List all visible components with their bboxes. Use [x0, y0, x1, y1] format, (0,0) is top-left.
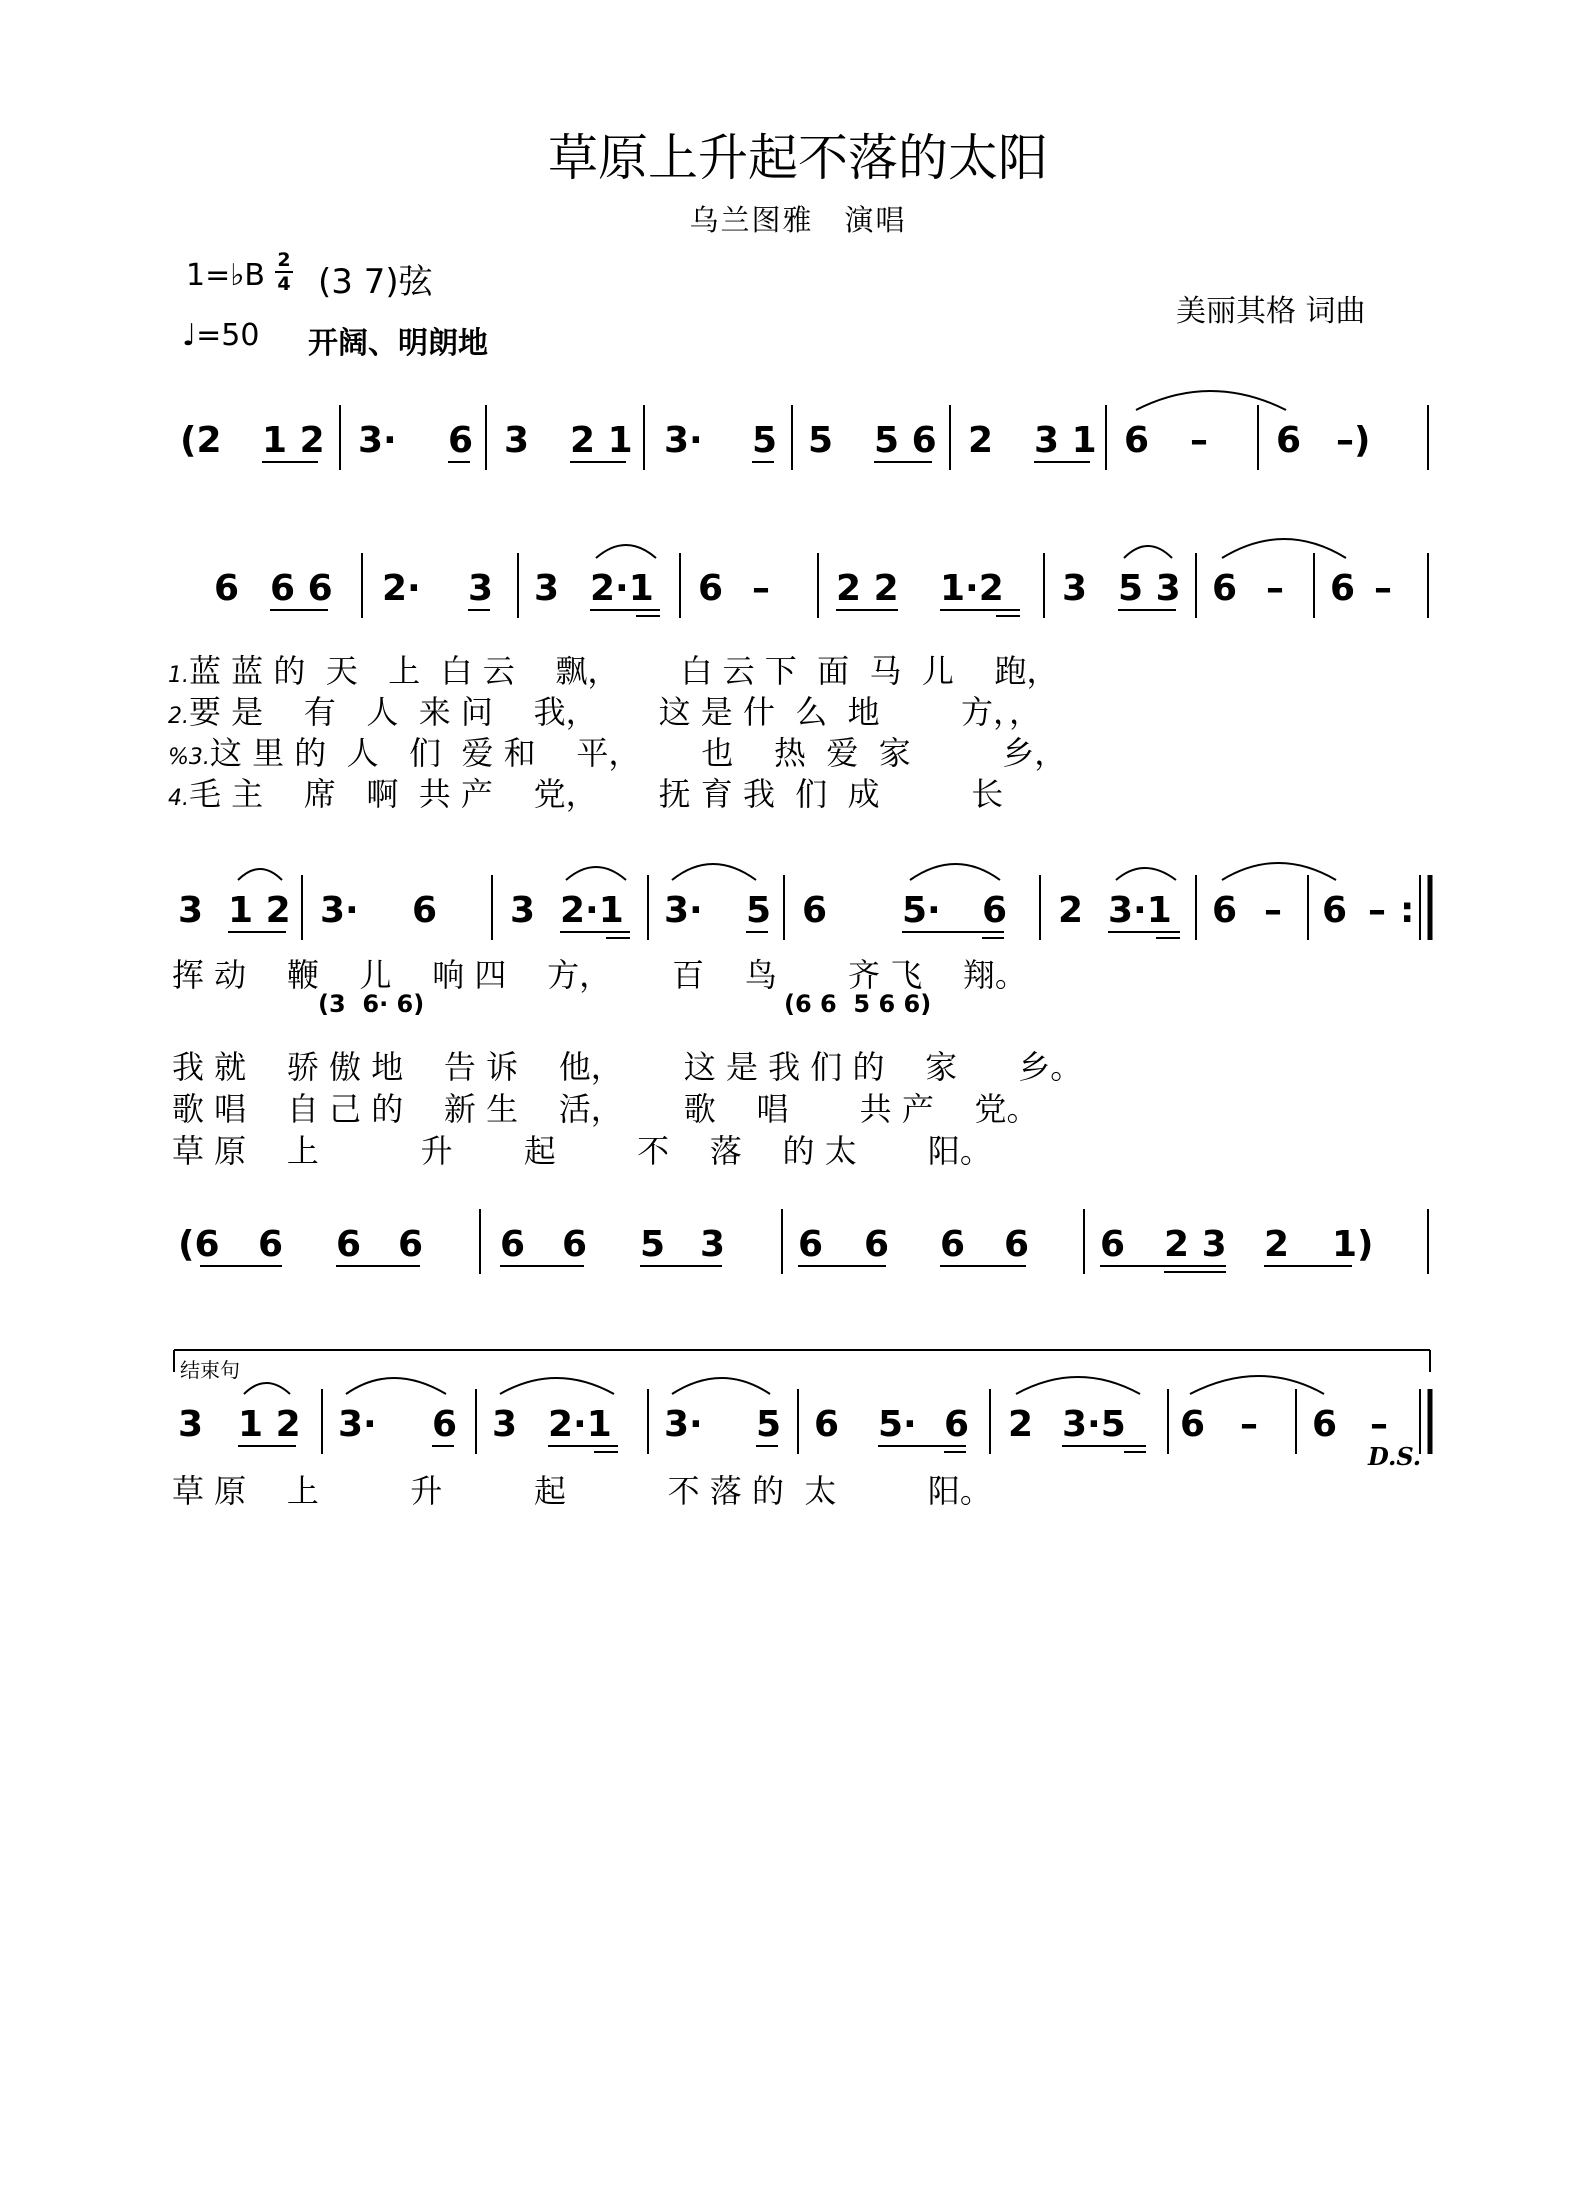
svg-text:2·1: 2·1	[560, 890, 624, 931]
svg-text:6: 6	[1212, 890, 1238, 931]
svg-text:–: –	[1266, 568, 1284, 609]
svg-text:6: 6	[1212, 568, 1238, 609]
alt-notes-left: (3 6· 6)	[318, 990, 425, 1018]
verse-4	[168, 769, 1066, 813]
svg-text:2·1: 2·1	[590, 568, 654, 609]
svg-text:–): –)	[1336, 420, 1371, 461]
score-line-3	[178, 863, 1430, 940]
svg-text:1·2: 1·2	[940, 568, 1004, 609]
ds-mark: D.S.	[1368, 1442, 1422, 1471]
verse-text: 蓝 蓝 的 天 上 白 云 飘， 白 云 下 面 马 儿 跑，	[189, 652, 1059, 690]
svg-text:6: 6	[412, 890, 438, 931]
svg-text::: :	[1400, 890, 1415, 931]
svg-text:5: 5	[746, 890, 772, 931]
svg-text:5·: 5·	[878, 1404, 917, 1445]
score-line-1	[180, 391, 1428, 470]
svg-text:3 1: 3 1	[1034, 420, 1097, 461]
tempo-mark: ♩=50	[182, 318, 260, 353]
svg-text:6: 6	[1330, 568, 1356, 609]
svg-text:3: 3	[504, 420, 530, 461]
score-line-5	[178, 1376, 1430, 1454]
svg-text:(2: (2	[180, 420, 222, 461]
svg-text:1 2: 1 2	[262, 420, 325, 461]
svg-text:6: 6	[814, 1404, 840, 1445]
svg-text:5: 5	[756, 1404, 782, 1445]
svg-text:5·: 5·	[902, 890, 941, 931]
svg-text:3·: 3·	[358, 420, 397, 461]
svg-text:6: 6	[1124, 420, 1150, 461]
verse-b-2: 我 就 骄 傲 地 告 诉 他， 这 是 我 们 的 家 乡。	[172, 1048, 1083, 1086]
svg-text:(6: (6	[178, 1224, 220, 1265]
svg-text:–: –	[1368, 890, 1386, 931]
performer-line: 乌兰图雅 演唱	[689, 203, 907, 237]
svg-text:5 6: 5 6	[874, 420, 937, 461]
verse-text: 毛 主 席 啊 共 产 党， 抚 育 我 们 成 长	[189, 775, 1004, 813]
svg-text:–: –	[1374, 568, 1392, 609]
svg-text:6: 6	[1322, 890, 1348, 931]
svg-text:6: 6	[698, 568, 724, 609]
svg-text:5: 5	[640, 1224, 666, 1265]
svg-text:3: 3	[178, 1404, 204, 1445]
verse-number: 2.	[168, 704, 189, 729]
svg-text:6: 6	[1180, 1404, 1206, 1445]
svg-text:6: 6	[214, 568, 240, 609]
key-text: 1=♭B	[186, 258, 265, 293]
svg-text:3: 3	[492, 1404, 518, 1445]
alt-notes-right: (6 6 5 6 6)	[784, 990, 932, 1018]
svg-text:–: –	[752, 568, 770, 609]
verse-number: 4.	[168, 786, 189, 811]
svg-text:3: 3	[178, 890, 204, 931]
svg-text:3·1: 3·1	[1108, 890, 1172, 931]
verses-block-a	[168, 646, 1067, 813]
score-line-4	[178, 1209, 1428, 1274]
svg-text:1 2: 1 2	[238, 1404, 301, 1445]
composer-credit: 美丽其格 词曲	[1176, 294, 1366, 329]
song-title: 草原上升起不落的太阳	[548, 129, 1048, 187]
svg-text:2: 2	[1058, 890, 1084, 931]
time-numerator: 2	[277, 249, 291, 271]
svg-text:5 3: 5 3	[1118, 568, 1181, 609]
verse-3	[168, 728, 1067, 772]
svg-text:6: 6	[802, 890, 828, 931]
svg-text:3·: 3·	[320, 890, 359, 931]
svg-text:5: 5	[752, 420, 778, 461]
svg-text:2 3: 2 3	[1164, 1224, 1227, 1265]
svg-text:2 2: 2 2	[836, 568, 899, 609]
svg-text:1 2: 1 2	[228, 890, 291, 931]
svg-text:6: 6	[500, 1224, 526, 1265]
svg-text:6: 6	[798, 1224, 824, 1265]
svg-text:3: 3	[534, 568, 560, 609]
time-denominator: 4	[277, 273, 291, 295]
verse-number: 1.	[168, 663, 189, 688]
svg-text:6: 6	[940, 1224, 966, 1265]
svg-text:–: –	[1370, 1404, 1388, 1445]
svg-text:6: 6	[982, 890, 1008, 931]
svg-text:6 6: 6 6	[270, 568, 333, 609]
score-line-2	[214, 539, 1428, 618]
verse-b-1: 挥 动 鞭 儿 响 四 方， 百 鸟 齐 飞 翔。	[172, 956, 1027, 994]
svg-text:3: 3	[700, 1224, 726, 1265]
svg-text:3: 3	[468, 568, 494, 609]
svg-text:6: 6	[398, 1224, 424, 1265]
svg-text:5: 5	[808, 420, 834, 461]
intro-note: (3 7)弦	[318, 262, 433, 302]
svg-text:2·1: 2·1	[548, 1404, 612, 1445]
svg-text:3: 3	[510, 890, 536, 931]
verse-1	[168, 646, 1066, 690]
verse-2	[168, 687, 1066, 731]
verse-number: %3.	[168, 745, 210, 770]
svg-text:–: –	[1190, 420, 1208, 461]
verse-b-4: 草 原 上 升 起 不 落 的 太 阳。	[172, 1132, 992, 1170]
svg-text:2: 2	[1008, 1404, 1034, 1445]
svg-text:6: 6	[432, 1404, 458, 1445]
svg-text:–: –	[1264, 890, 1282, 931]
svg-text:3·: 3·	[664, 420, 703, 461]
svg-text:6: 6	[258, 1224, 284, 1265]
svg-text:6: 6	[1276, 420, 1302, 461]
verse-text: 要 是 有 人 来 问 我， 这 是 什 么 地 方，，	[189, 693, 1042, 731]
svg-text:6: 6	[448, 420, 474, 461]
svg-text:6: 6	[562, 1224, 588, 1265]
verse-text: 这 里 的 人 们 爱 和 平， 也 热 爱 家 乡，	[209, 734, 1067, 772]
svg-text:6: 6	[864, 1224, 890, 1265]
svg-text:6: 6	[336, 1224, 362, 1265]
svg-text:2·: 2·	[382, 568, 421, 609]
svg-text:6: 6	[1100, 1224, 1126, 1265]
svg-text:3·: 3·	[664, 890, 703, 931]
svg-text:6: 6	[944, 1404, 970, 1445]
ending-label: 结束句	[180, 1358, 240, 1382]
svg-text:–: –	[1240, 1404, 1258, 1445]
svg-text:3: 3	[1062, 568, 1088, 609]
svg-text:6: 6	[1312, 1404, 1338, 1445]
svg-text:6: 6	[1004, 1224, 1030, 1265]
expression-mark: 开阔、明朗地	[308, 326, 488, 361]
verse-b-3: 歌 唱 自 己 的 新 生 活， 歌 唱 共 产 党。	[172, 1090, 1039, 1128]
svg-text:3·: 3·	[338, 1404, 377, 1445]
ending-lyrics: 草 原 上 升 起 不 落 的 太 阳。	[172, 1472, 992, 1510]
svg-text:2: 2	[968, 420, 994, 461]
svg-text:3·: 3·	[664, 1404, 703, 1445]
svg-text:2 1: 2 1	[570, 420, 633, 461]
svg-text:3·5: 3·5	[1062, 1404, 1126, 1445]
svg-text:1): 1)	[1332, 1224, 1374, 1265]
svg-text:2: 2	[1264, 1224, 1290, 1265]
